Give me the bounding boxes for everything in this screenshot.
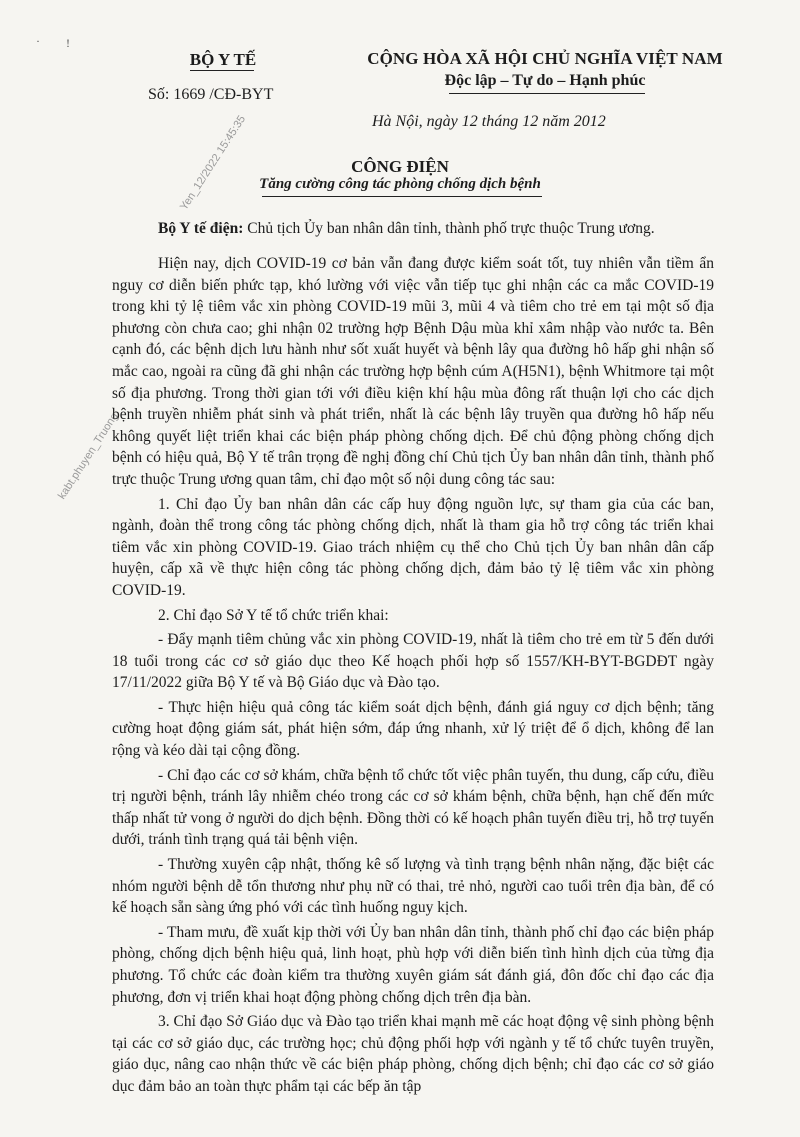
body-paragraph: - Thường xuyên cập nhật, thống kê số lượng và tình trạng bệnh nhân nặng, đặc biệt các nhóm người bệnh dễ tổn thương như phụ nữ có thai, trẻ nhỏ, người cao tuổi trên địa bàn, để có kế hoạch sẵn sàng ứng phó với các tình huống nguy kịch. (112, 856, 714, 917)
digital-signature-watermark: kabt.phuyen_Truong (56, 410, 121, 502)
scan-mark: ! (66, 36, 70, 50)
ministry-underline (190, 70, 254, 71)
body-paragraph: - Thực hiện hiệu quả công tác kiểm soát dịch bệnh, đánh giá nguy cơ dịch bệnh; tăng cường hoạt động giám sát, phát hiện sớm, đáp ứng nhanh, xử lý triệt để ổ dịch, không để lan rộng và kéo dài tại cộng đồng. (112, 698, 714, 760)
scan-mark: · (36, 34, 40, 48)
national-motto: Độc lập – Tự do – Hạnh phúc (444, 72, 646, 89)
document-subtitle: Tăng cường công tác phòng chống dịch bệnh (259, 176, 541, 192)
body-paragraph: - Chỉ đạo các cơ sở khám, chữa bệnh tổ chức tốt việc phân tuyến, thu dung, cấp cứu, điều trị người bệnh, tránh lây nhiễm chéo trong các cơ sở khám bệnh, chữa bệnh, hạn chế đến mức thấp nhất tử vong ở người do dịch bệnh. Đồng thời có kế hoạch phân tuyến điều trị, hỗ trợ tuyến dưới, tránh tình trạng quá tải bệnh viện. (112, 766, 714, 849)
motto-underline (449, 93, 645, 94)
subtitle-underline (262, 196, 542, 197)
body-paragraph: Hiện nay, dịch COVID-19 cơ bản vẫn đang được kiểm soát tốt, tuy nhiên vẫn tiềm ẩn nguy cơ diễn biến phức tạp, khó lường với việc vẫn tiếp tục ghi nhận các ca mắc COVID-19 trong khi tỷ lệ tiêm vắc xin phòng COVID-19 mũi 3, mũi 4 và tiêm cho trẻ em tại một số địa phương còn chưa cao; ghi nhận 02 trường hợp Bệnh Dậu mùa khỉ xâm nhập vào nước ta. Bên cạnh đó, các bệnh dịch lưu hành như sốt xuất huyết và bệnh lây qua đường hô hấp ghi nhận số mắc cao, ngoài ra cũng đã ghi nhận các trường hợp bệnh cúm A(H5N1), bệnh Whitmore tại một số địa phương. Trong thời gian tới với điều kiện khí hậu mùa đông rất thuận lợi cho các dịch bệnh truyền nhiễm phát sinh và phát triển, nhất là các bệnh lây truyền qua đường hô hấp nếu không quyết liệt triển khai các biện pháp phòng chống dịch. Để chủ động phòng chống dịch bệnh có hiệu quả, Bộ Y tế trân trọng đề nghị đồng chí Chủ tịch Ủy ban nhân dân tỉnh, thành phố trực thuộc Trung ương quan tâm, chỉ đạo một số nội dung công tác sau: (112, 255, 714, 488)
dateline: Hà Nội, ngày 12 tháng 12 năm 2012 (372, 113, 606, 130)
body-paragraph: - Tham mưu, đề xuất kịp thời với Ủy ban nhân dân tỉnh, thành phố chỉ đạo các biện pháp phòng, chống dịch bệnh hiệu quả, linh hoạt, phù hợp với diễn biến tình hình dịch của từng địa phương. Tổ chức các đoàn kiểm tra thường xuyên giám sát đánh giá, đôn đốc chỉ đạo các địa phương, đơn vị triển khai hoạt động phòng chống dịch trên địa bàn. (112, 923, 714, 1006)
body-paragraph: 1. Chỉ đạo Ủy ban nhân dân các cấp huy động nguồn lực, sự tham gia của các ban, ngành, đoàn thể trong công tác phòng chống dịch, nhất là tham gia hỗ trợ công tác triển khai tiêm vắc xin phòng COVID-19. Giao trách nhiệm cụ thể cho Chủ tịch Ủy ban nhân dân cấp huyện, cấp xã về thực hiện công tác phòng chống dịch, đảm bảo tỷ lệ tiêm vắc xin phòng COVID-19. (112, 495, 714, 599)
document-body (112, 253, 714, 1101)
recipient-text: Chủ tịch Ủy ban nhân dân tỉnh, thành phố trực thuộc Trung ương. (243, 220, 655, 237)
national-title: CỘNG HÒA XÃ HỘI CHỦ NGHĨA VIỆT NAM (367, 49, 723, 68)
digital-signature-watermark: Yen_12/2022 15:45:35 (178, 113, 249, 213)
document-number: Số: 1669 /CĐ-BYT (148, 86, 274, 103)
body-paragraph: - Đẩy mạnh tiêm chủng vắc xin phòng COVID-19, nhất là tiêm cho trẻ em từ 5 đến dưới 18 tuổi trong các cơ sở giáo dục theo Kế hoạch phối hợp số 1557/KH-BYT-BGDĐT ngày 17/11/2022 giữa Bộ Y tế và Bộ Giáo dục và Đào tạo. (112, 631, 714, 692)
recipient-line (158, 220, 718, 238)
document-title: CÔNG ĐIỆN (351, 157, 449, 176)
recipient-label: Bộ Y tế điện: (158, 220, 244, 237)
body-paragraph: 3. Chỉ đạo Sở Giáo dục và Đào tạo triển khai mạnh mẽ các hoạt động vệ sinh phòng bệnh tại các cơ sở giáo dục, các trường học; chủ động phối hợp với ngành y tế tổ chức tuyên truyền, giáo dục, nâng cao nhận thức về các biện pháp phòng, chống dịch bệnh; chỉ đạo các cơ sở giáo dục đảm bảo an toàn thực phẩm tại các bếp ăn tập (112, 1013, 714, 1095)
ministry-name: BỘ Y TẾ (189, 50, 257, 69)
body-paragraph: 2. Chỉ đạo Sở Y tế tổ chức triển khai: (158, 606, 389, 624)
